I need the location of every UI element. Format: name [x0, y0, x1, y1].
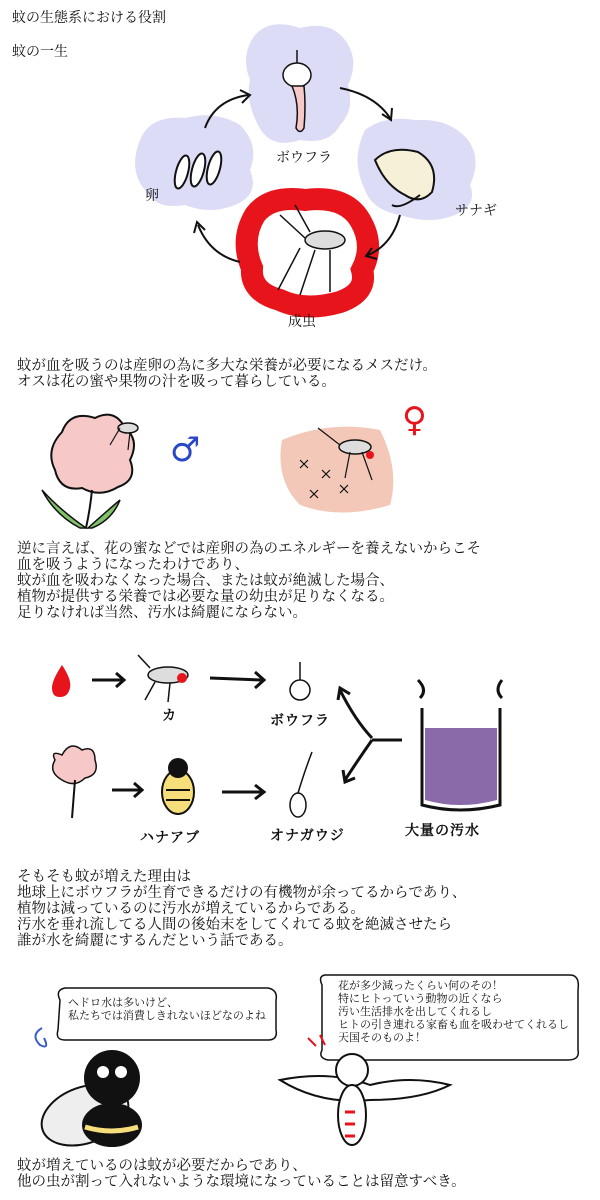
paragraph-3: そもそも蚊が増えた理由は 地球上にボウフラが生育できるだけの有機物が余ってるからであり、 植物は減っているのに汚水が増えているからである。 汚水を垂れ流してる人間の後始末をしてくれてる蚊を絶滅させたら 誰が水を綺麗にするんだという話である。 — [17, 869, 467, 949]
fly-speech-bubble: ヘドロ水は多いけど、 私たちでは消費しきれないほどなのよね — [68, 996, 266, 1022]
mosquito-speech-bubble: 花が多少減ったくらい何のその！ 特にヒトっていう動物の近くなら 汚い生活排水を出してくれるし ヒトの引き連れる家畜も血を吸わせてくれるし 天国そのものよ！ — [338, 979, 569, 1044]
lifecycle-adult-label: 成虫 — [288, 314, 316, 330]
lifecycle-egg-label: 卵 — [145, 188, 159, 204]
page-title: 蚊の生態系における役割 — [12, 10, 166, 26]
lifecycle-larva-label: ボウフラ — [276, 150, 332, 166]
female-symbol-icon: ♀ — [402, 400, 427, 440]
diagram-rattail-label: オナガウジ — [270, 828, 345, 844]
diagram-larva-label: ボウフラ — [270, 713, 330, 729]
diagram-sewage-label: 大量の汚水 — [405, 823, 480, 839]
section-subtitle: 蚊の一生 — [12, 44, 68, 60]
paragraph-4: 蚊が増えているのは蚊が必要だからであり、 他の虫が割って入れないような環境になっていることは留意すべき。 — [17, 1158, 466, 1190]
lifecycle-pupa-label: サナギ — [455, 203, 497, 219]
paragraph-1: 蚊が血を吸うのは産卵の為に多大な栄養が必要になるメスだけ。 オスは花の蜜や果物の汁を吸って暮らしている。 — [17, 358, 437, 390]
diagram-hoverfly-label: ハナアブ — [140, 830, 200, 846]
paragraph-2: 逆に言えば、花の蜜などでは産卵の為のエネルギーを養えないからこそ 血を吸うようになったわけであり、 蚊が血を吸わなくなった場合、または蚊が絶滅した場合、 植物が提供する栄養では必要な量の幼虫が足りなくなる。 足りなければ当然、汚水は綺麗にならない。 — [17, 541, 481, 621]
diagram-mosquito-label: カ — [162, 708, 177, 724]
male-symbol-icon: ♂ — [170, 430, 201, 470]
